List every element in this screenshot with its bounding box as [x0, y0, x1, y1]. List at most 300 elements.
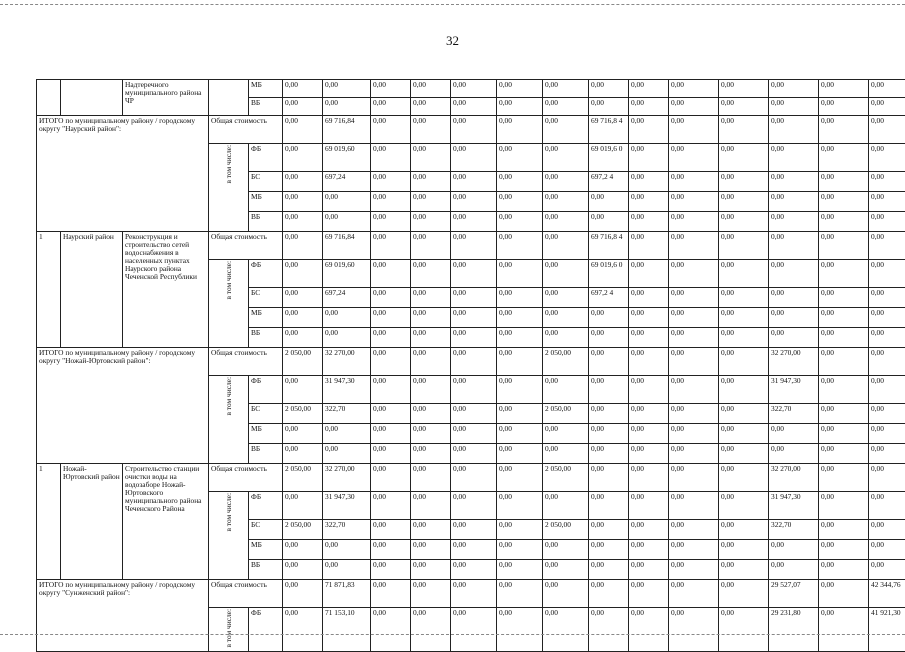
value-cell: 0,00: [819, 98, 869, 116]
v-tom-chisle-text: в том числе:: [225, 493, 233, 532]
value-cell: 0,00: [283, 492, 323, 520]
value-cell: 0,00: [411, 288, 451, 308]
value-cell: 0,00: [669, 232, 719, 260]
value-cell: 0,00: [629, 608, 669, 652]
budget-code: БС: [249, 404, 283, 424]
v-tom-chisle-label: [209, 376, 249, 464]
value-cell: 697,24: [323, 172, 371, 192]
value-cell: 0,00: [719, 608, 769, 652]
budget-code: МБ: [249, 308, 283, 328]
budget-code: БС: [249, 520, 283, 540]
table-row: [37, 232, 905, 260]
value-cell: 0,00: [629, 98, 669, 116]
value-cell: 0,00: [669, 464, 719, 492]
value-cell: 0,00: [589, 376, 629, 404]
value-cell: 0,00: [629, 232, 669, 260]
value-cell: 0,00: [451, 520, 497, 540]
value-cell: 0,00: [769, 172, 819, 192]
value-cell: 0,00: [769, 424, 819, 444]
value-cell: 0,00: [589, 424, 629, 444]
value-cell: 0,00: [371, 80, 411, 98]
value-cell: 0,00: [411, 580, 451, 608]
value-cell: 0,00: [769, 116, 819, 144]
value-cell: 0,00: [869, 328, 905, 348]
value-cell: 0,00: [669, 520, 719, 540]
value-cell: 0,00: [869, 212, 905, 232]
value-cell: 69 019,60: [323, 260, 371, 288]
value-cell: 0,00: [451, 404, 497, 424]
value-cell: 0,00: [869, 260, 905, 288]
value-cell: 0,00: [819, 116, 869, 144]
value-cell: 0,00: [371, 424, 411, 444]
value-cell: 0,00: [819, 328, 869, 348]
value-cell: 0,00: [719, 520, 769, 540]
budget-code: МБ: [249, 540, 283, 560]
value-cell: 0,00: [669, 328, 719, 348]
value-cell: 0,00: [819, 492, 869, 520]
value-cell: 0,00: [819, 348, 869, 376]
value-cell: 31 947,30: [769, 376, 819, 404]
value-cell: 0,00: [629, 192, 669, 212]
value-cell: 0,00: [283, 172, 323, 192]
value-cell: 0,00: [323, 540, 371, 560]
value-cell: 0,00: [411, 464, 451, 492]
value-cell: 0,00: [451, 464, 497, 492]
value-cell: 0,00: [543, 192, 589, 212]
budget-code: МБ: [249, 424, 283, 444]
budget-code: ФБ: [249, 260, 283, 288]
value-cell: 0,00: [323, 212, 371, 232]
value-cell: 0,00: [719, 328, 769, 348]
value-cell: 0,00: [669, 80, 719, 98]
value-cell: 0,00: [589, 308, 629, 328]
value-cell: 0,00: [719, 80, 769, 98]
value-cell: 0,00: [769, 144, 819, 172]
district-name: Ножай-Юртовский район: [61, 464, 123, 580]
value-cell: 0,00: [769, 98, 819, 116]
value-cell: 0,00: [589, 192, 629, 212]
value-cell: 0,00: [371, 232, 411, 260]
value-cell: 69 716,84: [323, 232, 371, 260]
value-cell: 697,2 4: [589, 172, 629, 192]
value-cell: 0,00: [819, 580, 869, 608]
value-cell: 0,00: [323, 192, 371, 212]
value-cell: 0,00: [629, 424, 669, 444]
value-cell: 0,00: [869, 80, 905, 98]
value-cell: 0,00: [451, 116, 497, 144]
value-cell: 0,00: [669, 348, 719, 376]
v-tom-chisle-label: [209, 144, 249, 232]
value-cell: 0,00: [451, 492, 497, 520]
value-cell: 0,00: [497, 560, 543, 580]
value-cell: 32 270,00: [323, 464, 371, 492]
district-total-label: ИТОГО по муниципальному району / городскому округу "Ножай-Юртовский район":: [37, 348, 209, 464]
value-cell: 0,00: [629, 308, 669, 328]
value-cell: 0,00: [769, 328, 819, 348]
value-cell: 322,70: [769, 520, 819, 540]
value-cell: 0,00: [543, 540, 589, 560]
value-cell: 0,00: [543, 560, 589, 580]
value-cell: 0,00: [371, 520, 411, 540]
value-cell: 0,00: [411, 376, 451, 404]
v-tom-chisle-text: в том числе:: [225, 609, 233, 648]
value-cell: 2 050,00: [543, 348, 589, 376]
value-cell: 0,00: [769, 192, 819, 212]
value-cell: 0,00: [869, 464, 905, 492]
value-cell: 0,00: [543, 232, 589, 260]
value-cell: 0,00: [719, 212, 769, 232]
budget-code: ВБ: [249, 212, 283, 232]
value-cell: 0,00: [451, 80, 497, 98]
value-cell: 0,00: [497, 98, 543, 116]
value-cell: 0,00: [869, 288, 905, 308]
value-cell: 0,00: [869, 560, 905, 580]
value-cell: 0,00: [411, 608, 451, 652]
value-cell: 0,00: [719, 288, 769, 308]
value-cell: 0,00: [451, 540, 497, 560]
value-cell: 0,00: [669, 144, 719, 172]
value-cell: 0,00: [283, 560, 323, 580]
continued-project-title: Надтеречного муниципального района ЧР: [123, 80, 209, 116]
budget-code: БС: [249, 288, 283, 308]
value-cell: 0,00: [719, 560, 769, 580]
value-cell: 0,00: [769, 232, 819, 260]
blank-cell: [61, 80, 123, 116]
value-cell: 0,00: [819, 232, 869, 260]
value-cell: 0,00: [589, 212, 629, 232]
value-cell: 0,00: [589, 464, 629, 492]
v-tom-chisle-text: в том числе:: [225, 145, 233, 184]
value-cell: 0,00: [497, 444, 543, 464]
value-cell: 0,00: [869, 348, 905, 376]
value-cell: 0,00: [669, 98, 719, 116]
value-cell: 0,00: [669, 580, 719, 608]
value-cell: 0,00: [543, 172, 589, 192]
value-cell: 0,00: [497, 172, 543, 192]
value-cell: 0,00: [371, 608, 411, 652]
value-cell: 0,00: [819, 260, 869, 288]
value-cell: 0,00: [869, 444, 905, 464]
value-cell: 322,70: [769, 404, 819, 424]
value-cell: 697,24: [323, 288, 371, 308]
value-cell: 0,00: [371, 212, 411, 232]
value-cell: 2 050,00: [543, 404, 589, 424]
value-cell: 0,00: [497, 580, 543, 608]
total-cost-label: Общая стоимость: [209, 580, 283, 608]
value-cell: 0,00: [669, 172, 719, 192]
value-cell: 0,00: [669, 212, 719, 232]
value-cell: 0,00: [411, 192, 451, 212]
value-cell: 0,00: [669, 288, 719, 308]
value-cell: 0,00: [451, 308, 497, 328]
value-cell: 0,00: [411, 520, 451, 540]
value-cell: 0,00: [869, 424, 905, 444]
value-cell: 0,00: [371, 540, 411, 560]
value-cell: 0,00: [323, 308, 371, 328]
value-cell: 0,00: [719, 580, 769, 608]
value-cell: 0,00: [629, 492, 669, 520]
value-cell: 0,00: [371, 308, 411, 328]
district-total-label: ИТОГО по муниципальному району / городскому округу "Сунженский район":: [37, 580, 209, 652]
value-cell: 0,00: [589, 444, 629, 464]
value-cell: 0,00: [669, 376, 719, 404]
value-cell: 2 050,00: [283, 520, 323, 540]
value-cell: 0,00: [371, 260, 411, 288]
value-cell: 2 050,00: [543, 520, 589, 540]
value-cell: 0,00: [769, 560, 819, 580]
value-cell: 0,00: [543, 98, 589, 116]
value-cell: 0,00: [629, 444, 669, 464]
table-row: [37, 464, 905, 492]
value-cell: 0,00: [371, 376, 411, 404]
value-cell: 0,00: [451, 444, 497, 464]
blank-cell: [209, 80, 249, 116]
value-cell: 0,00: [543, 608, 589, 652]
value-cell: 0,00: [451, 144, 497, 172]
value-cell: 0,00: [497, 348, 543, 376]
value-cell: 0,00: [669, 424, 719, 444]
value-cell: 0,00: [371, 404, 411, 424]
value-cell: 0,00: [371, 144, 411, 172]
value-cell: 0,00: [769, 308, 819, 328]
value-cell: 0,00: [497, 328, 543, 348]
value-cell: 0,00: [543, 580, 589, 608]
value-cell: 0,00: [819, 444, 869, 464]
value-cell: 0,00: [589, 608, 629, 652]
value-cell: 0,00: [589, 540, 629, 560]
value-cell: 0,00: [411, 98, 451, 116]
value-cell: 0,00: [411, 212, 451, 232]
total-cost-label: Общая стоимость: [209, 348, 283, 376]
value-cell: 0,00: [629, 116, 669, 144]
value-cell: 0,00: [411, 404, 451, 424]
value-cell: 0,00: [629, 260, 669, 288]
value-cell: 0,00: [451, 172, 497, 192]
value-cell: 0,00: [543, 328, 589, 348]
value-cell: 0,00: [669, 404, 719, 424]
value-cell: 69 019,6 0: [589, 144, 629, 172]
value-cell: 0,00: [819, 212, 869, 232]
value-cell: 0,00: [629, 540, 669, 560]
value-cell: 0,00: [869, 144, 905, 172]
value-cell: 0,00: [719, 540, 769, 560]
value-cell: 0,00: [629, 80, 669, 98]
value-cell: 0,00: [371, 560, 411, 580]
value-cell: 0,00: [719, 464, 769, 492]
value-cell: 0,00: [543, 212, 589, 232]
value-cell: 0,00: [719, 424, 769, 444]
value-cell: 0,00: [411, 172, 451, 192]
value-cell: 0,00: [497, 288, 543, 308]
value-cell: 32 270,00: [769, 464, 819, 492]
value-cell: 0,00: [629, 464, 669, 492]
value-cell: 0,00: [669, 192, 719, 212]
value-cell: 41 921,30: [869, 608, 905, 652]
value-cell: 0,00: [543, 492, 589, 520]
value-cell: 0,00: [819, 288, 869, 308]
value-cell: 0,00: [371, 172, 411, 192]
value-cell: 0,00: [451, 424, 497, 444]
value-cell: 0,00: [629, 376, 669, 404]
v-tom-chisle-label: [209, 260, 249, 348]
value-cell: 322,70: [323, 520, 371, 540]
value-cell: 0,00: [869, 192, 905, 212]
value-cell: 0,00: [869, 376, 905, 404]
value-cell: 71 153,10: [323, 608, 371, 652]
value-cell: 0,00: [371, 192, 411, 212]
value-cell: 0,00: [869, 404, 905, 424]
value-cell: 0,00: [411, 232, 451, 260]
value-cell: 69 019,6 0: [589, 260, 629, 288]
value-cell: 0,00: [451, 328, 497, 348]
value-cell: 0,00: [589, 492, 629, 520]
value-cell: 2 050,00: [543, 464, 589, 492]
value-cell: 0,00: [283, 540, 323, 560]
value-cell: 0,00: [371, 444, 411, 464]
value-cell: 0,00: [869, 98, 905, 116]
value-cell: 0,00: [283, 144, 323, 172]
value-cell: 0,00: [411, 308, 451, 328]
value-cell: 0,00: [323, 424, 371, 444]
value-cell: 0,00: [283, 80, 323, 98]
row-number: 1: [37, 232, 61, 348]
value-cell: 0,00: [371, 328, 411, 348]
value-cell: 0,00: [543, 116, 589, 144]
value-cell: 0,00: [819, 520, 869, 540]
value-cell: 0,00: [819, 80, 869, 98]
value-cell: 0,00: [371, 464, 411, 492]
budget-code: ВБ: [249, 444, 283, 464]
v-tom-chisle-label: [209, 608, 249, 652]
value-cell: 0,00: [719, 492, 769, 520]
value-cell: 0,00: [283, 288, 323, 308]
budget-code: ФБ: [249, 608, 283, 652]
value-cell: 0,00: [669, 444, 719, 464]
value-cell: 0,00: [769, 444, 819, 464]
value-cell: 0,00: [819, 424, 869, 444]
value-cell: 0,00: [869, 540, 905, 560]
value-cell: 0,00: [497, 192, 543, 212]
value-cell: 69 019,60: [323, 144, 371, 172]
value-cell: 0,00: [283, 192, 323, 212]
value-cell: 0,00: [589, 404, 629, 424]
value-cell: 71 871,83: [323, 580, 371, 608]
value-cell: 0,00: [543, 144, 589, 172]
value-cell: 0,00: [589, 80, 629, 98]
value-cell: 0,00: [451, 260, 497, 288]
budget-code: ВБ: [249, 328, 283, 348]
value-cell: 2 050,00: [283, 348, 323, 376]
value-cell: 0,00: [719, 260, 769, 288]
budget-code: ФБ: [249, 144, 283, 172]
value-cell: 0,00: [869, 492, 905, 520]
budget-code: БС: [249, 172, 283, 192]
district-name: Наурский район: [61, 232, 123, 348]
value-cell: 0,00: [497, 260, 543, 288]
value-cell: 0,00: [629, 328, 669, 348]
value-cell: 0,00: [497, 404, 543, 424]
v-tom-chisle-text: в том числе:: [225, 261, 233, 300]
value-cell: 0,00: [451, 348, 497, 376]
table-row: [37, 80, 905, 98]
value-cell: 0,00: [869, 520, 905, 540]
value-cell: 0,00: [451, 560, 497, 580]
value-cell: 0,00: [589, 520, 629, 540]
value-cell: 0,00: [769, 212, 819, 232]
financing-table: [36, 79, 905, 652]
value-cell: 0,00: [719, 144, 769, 172]
budget-code: ВБ: [249, 98, 283, 116]
value-cell: 0,00: [819, 540, 869, 560]
value-cell: 0,00: [371, 288, 411, 308]
value-cell: 0,00: [283, 212, 323, 232]
value-cell: 0,00: [719, 98, 769, 116]
district-total-label: ИТОГО по муниципальному району / городскому округу "Наурский район":: [37, 116, 209, 232]
value-cell: 0,00: [819, 608, 869, 652]
budget-code: ФБ: [249, 376, 283, 404]
value-cell: 0,00: [629, 520, 669, 540]
v-tom-chisle-label: [209, 492, 249, 580]
value-cell: 0,00: [411, 424, 451, 444]
value-cell: 0,00: [323, 444, 371, 464]
value-cell: 0,00: [669, 608, 719, 652]
budget-code: ВБ: [249, 560, 283, 580]
value-cell: 0,00: [629, 560, 669, 580]
value-cell: 0,00: [819, 464, 869, 492]
value-cell: 0,00: [543, 288, 589, 308]
value-cell: 0,00: [719, 348, 769, 376]
budget-code: МБ: [249, 192, 283, 212]
project-name: Строительство станции очистки воды на водозаборе Ножай-Юртовского муниципального района Чеченского Района: [123, 464, 209, 580]
value-cell: 0,00: [451, 192, 497, 212]
value-cell: 0,00: [819, 404, 869, 424]
value-cell: 0,00: [629, 172, 669, 192]
value-cell: 0,00: [497, 520, 543, 540]
value-cell: 2 050,00: [283, 404, 323, 424]
value-cell: 0,00: [497, 80, 543, 98]
value-cell: 0,00: [497, 492, 543, 520]
total-cost-label: Общая стоимость: [209, 116, 283, 144]
value-cell: 0,00: [669, 540, 719, 560]
value-cell: 0,00: [371, 98, 411, 116]
value-cell: 0,00: [589, 580, 629, 608]
value-cell: 0,00: [283, 424, 323, 444]
value-cell: 0,00: [869, 116, 905, 144]
value-cell: 0,00: [819, 192, 869, 212]
value-cell: 0,00: [669, 492, 719, 520]
value-cell: 69 716,8 4: [589, 116, 629, 144]
value-cell: 69 716,84: [323, 116, 371, 144]
blank-cell: [37, 80, 61, 116]
value-cell: 0,00: [323, 98, 371, 116]
value-cell: 0,00: [543, 444, 589, 464]
value-cell: 0,00: [497, 608, 543, 652]
value-cell: 0,00: [669, 260, 719, 288]
value-cell: 0,00: [719, 376, 769, 404]
table-row: [37, 116, 905, 144]
value-cell: 697,2 4: [589, 288, 629, 308]
value-cell: 0,00: [497, 212, 543, 232]
value-cell: 0,00: [283, 98, 323, 116]
value-cell: 2 050,00: [283, 464, 323, 492]
value-cell: 0,00: [669, 308, 719, 328]
value-cell: 0,00: [543, 376, 589, 404]
value-cell: 0,00: [497, 116, 543, 144]
value-cell: 0,00: [719, 192, 769, 212]
value-cell: 0,00: [629, 404, 669, 424]
value-cell: 0,00: [451, 212, 497, 232]
value-cell: 0,00: [819, 144, 869, 172]
